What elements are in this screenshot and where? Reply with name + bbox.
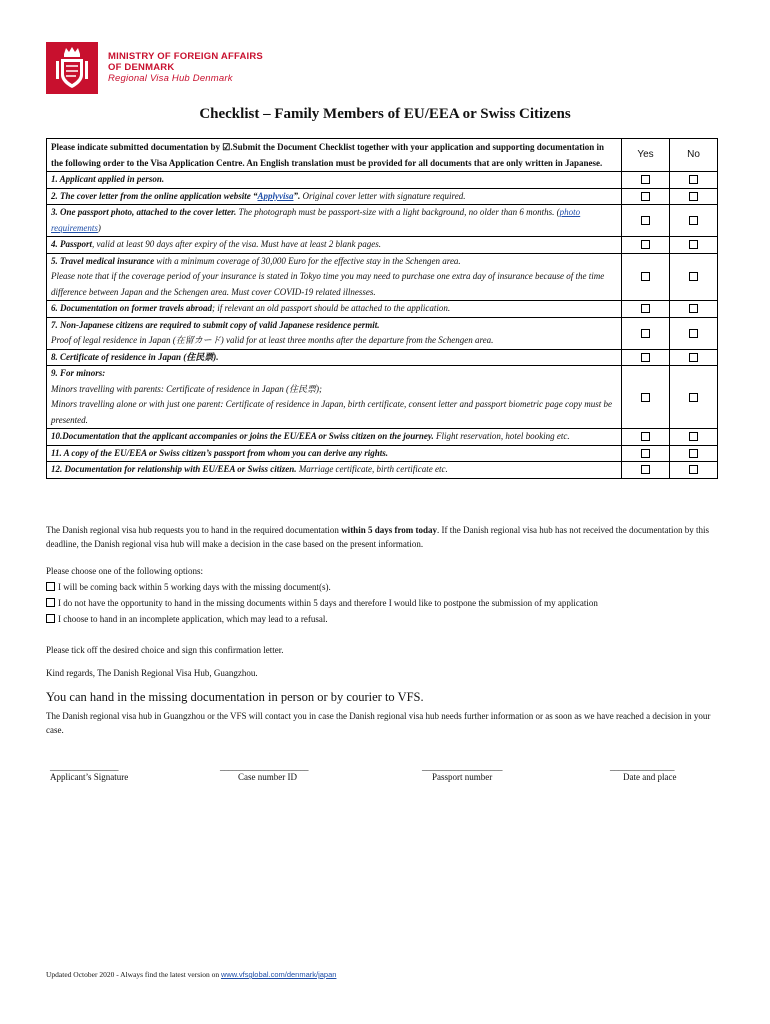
missing-docs-heading: You can hand in the missing documentation in person or by courier to VFS. — [46, 690, 424, 704]
table-row — [47, 205, 718, 237]
yes-checkbox[interactable] — [641, 393, 650, 402]
item-title: 1. Applicant applied in person. — [51, 174, 165, 184]
item-note-2: Minors travelling alone or with just one parent: Certificate of residence in Japan, birth certificate, consent letter and passport biometric page copy must be presented. — [51, 399, 612, 425]
item-detail: with a minimum coverage of 30,000 Euro for the effective stay in the Schengen area. — [154, 255, 461, 266]
table-row — [47, 253, 718, 301]
applicant-signature-label: Applicant’s Signature — [50, 772, 129, 782]
option-row — [46, 614, 328, 624]
no-checkbox[interactable] — [689, 449, 698, 458]
ministry-subtitle: Regional Visa Hub Denmark — [108, 73, 233, 84]
intro-text-end: .Submit the Document Checklist together with your application and supporting documentation in the following order to the Visa Application Centre. An English translation must be provided for all documents that are only written in Japanese. — [51, 142, 605, 168]
yes-checkbox[interactable] — [641, 240, 650, 249]
no-checkbox[interactable] — [689, 329, 698, 338]
choose-options-heading: Please choose one of the following options: — [46, 566, 203, 576]
item-title: 12. Documentation for relationship with EU/EEA or Swiss citizen. — [51, 464, 297, 474]
ministry-line1: MINISTRY OF FOREIGN AFFAIRS — [108, 51, 263, 62]
denmark-coat-of-arms-logo — [46, 42, 98, 94]
item-title: 10.Documentation that the applicant accompanies or joins the EU/EEA or Swiss citizen on the journey. — [51, 431, 434, 441]
item-title-end: ”. — [293, 190, 301, 201]
table-row — [47, 462, 718, 479]
checklist-table — [46, 138, 718, 479]
deadline-text-start: The Danish regional visa hub requests you to hand in the required documentation — [46, 525, 342, 535]
footer — [46, 970, 336, 979]
kind-regards: Kind regards, The Danish Regional Visa Hub, Guangzhou. — [46, 668, 258, 678]
column-no: No — [670, 139, 718, 172]
item-detail: Original cover letter with signature required. — [300, 190, 466, 201]
footer-url-link[interactable]: www.vfsglobal.com/denmark/japan — [220, 970, 337, 979]
table-row — [47, 429, 718, 446]
yes-checkbox[interactable] — [641, 329, 650, 338]
yes-checkbox[interactable] — [641, 175, 650, 184]
deadline-paragraph — [46, 524, 720, 551]
item-detail: The photograph must be passport-size with a light background, no older than 6 months. ( — [236, 207, 560, 217]
yes-checkbox[interactable] — [641, 272, 650, 281]
no-checkbox[interactable] — [689, 272, 698, 281]
yes-checkbox[interactable] — [641, 465, 650, 474]
table-row — [47, 445, 718, 462]
photo-requirements-link[interactable]: photo requirements — [51, 207, 581, 233]
option-checkbox[interactable] — [46, 582, 55, 591]
signature-line: _________________ — [50, 762, 118, 772]
footer-text: Updated October 2020 - Always find the latest version on — [46, 970, 221, 979]
table-row — [47, 349, 718, 366]
table-row — [47, 188, 718, 205]
deadline-emphasis: within 5 days from today — [341, 525, 438, 535]
no-checkbox[interactable] — [689, 465, 698, 474]
item-title: 6. Documentation on former travels abroad — [51, 303, 213, 313]
table-row — [47, 237, 718, 254]
no-checkbox[interactable] — [689, 175, 698, 184]
yes-checkbox[interactable] — [641, 432, 650, 441]
table-header-row — [47, 139, 718, 172]
checkbox-checked-icon: ☑ — [222, 142, 231, 152]
date-place-label: Date and place — [623, 772, 677, 782]
item-title: 8. Certificate of residence in Japan (住民票). — [51, 351, 219, 362]
item-note: Please note that if the coverage period of your insurance is stated in Tokyo time you may need to purchase one extra day of insurance because of the time difference between Japan and the Schengen area. Must cover COVID-19 related illnesses. — [51, 271, 605, 297]
passport-number-line: ____________________ — [422, 762, 502, 772]
item-detail: Flight reservation, hotel booking etc. — [433, 431, 570, 441]
no-checkbox[interactable] — [689, 192, 698, 201]
crown-shield-icon — [52, 45, 92, 91]
no-checkbox[interactable] — [689, 304, 698, 313]
item-detail: Marriage certificate, birth certificate etc. — [296, 464, 448, 474]
ministry-name — [108, 51, 263, 84]
item-note: Minors travelling with parents: Certificate of residence in Japan (住民票); — [51, 383, 323, 394]
item-title: 9. For minors: — [51, 368, 106, 378]
item-note: Proof of legal residence in Japan (在留カード) valid for at least three months after the departure from the Schengen area. — [51, 335, 494, 345]
item-title: 4. Passport — [51, 239, 93, 249]
no-checkbox[interactable] — [689, 393, 698, 402]
option-label: I will be coming back within 5 working days with the missing document(s). — [58, 582, 331, 592]
passport-number-label: Passport number — [432, 772, 493, 782]
tick-instruction: Please tick off the desired choice and sign this confirmation letter. — [46, 645, 284, 655]
item-title: 5. Travel medical insurance — [51, 255, 155, 266]
case-number-line: ______________________ — [220, 762, 308, 772]
yes-checkbox[interactable] — [641, 353, 650, 362]
option-label: I do not have the opportunity to hand in the missing documents within 5 days and therefore I would like to postpone the submission of my application — [58, 598, 598, 608]
table-intro — [47, 139, 622, 172]
item-detail: ; if relevant an old passport should be attached to the application. — [212, 303, 451, 313]
yes-checkbox[interactable] — [641, 449, 650, 458]
option-row — [46, 582, 331, 592]
column-yes: Yes — [622, 139, 670, 172]
date-place-line: ________________ — [610, 762, 674, 772]
table-row — [47, 366, 718, 429]
table-row — [47, 172, 718, 189]
item-title: 11. A copy of the EU/EEA or Swiss citizen’s passport from whom you can derive any rights. — [51, 447, 389, 458]
item-title: 3. One passport photo, attached to the cover letter. — [51, 207, 237, 217]
no-checkbox[interactable] — [689, 216, 698, 225]
item-title: 7. Non-Japanese citizens are required to submit copy of valid Japanese residence permit. — [51, 319, 380, 330]
item-detail: , valid at least 90 days after expiry of the visa. Must have at least 2 blank pages. — [92, 239, 381, 249]
case-number-label: Case number ID — [238, 772, 297, 782]
table-row — [47, 317, 718, 349]
no-checkbox[interactable] — [689, 432, 698, 441]
deadline-text-end: . If the Danish regional visa hub has not received the documentation by this deadline, the Danish regional visa hub will make a decision in the case based on the present information. — [46, 525, 709, 549]
option-checkbox[interactable] — [46, 614, 55, 623]
table-row — [47, 301, 718, 318]
option-checkbox[interactable] — [46, 598, 55, 607]
yes-checkbox[interactable] — [641, 216, 650, 225]
ministry-line2: OF DENMARK — [108, 62, 175, 73]
option-row — [46, 598, 598, 608]
contact-paragraph: The Danish regional visa hub in Guangzhou or the VFS will contact you in case the Danish regional visa hub needs further information or as soon as we have reached a decision in your case. — [46, 711, 711, 735]
item-detail-end: ) — [97, 222, 101, 233]
document-title: Checklist – Family Members of EU/EEA or Swiss Citizens — [199, 106, 571, 122]
no-checkbox[interactable] — [689, 240, 698, 249]
item-title: 2. The cover letter from the online application website “ — [51, 190, 258, 201]
option-label: I choose to hand in an incomplete application, which may lead to a refusal. — [58, 614, 328, 624]
yes-checkbox[interactable] — [641, 304, 650, 313]
yes-checkbox[interactable] — [641, 192, 650, 201]
applyvisa-link[interactable]: Applyvisa — [257, 190, 294, 201]
no-checkbox[interactable] — [689, 353, 698, 362]
intro-text-start: Please indicate submitted documentation by — [51, 142, 223, 152]
